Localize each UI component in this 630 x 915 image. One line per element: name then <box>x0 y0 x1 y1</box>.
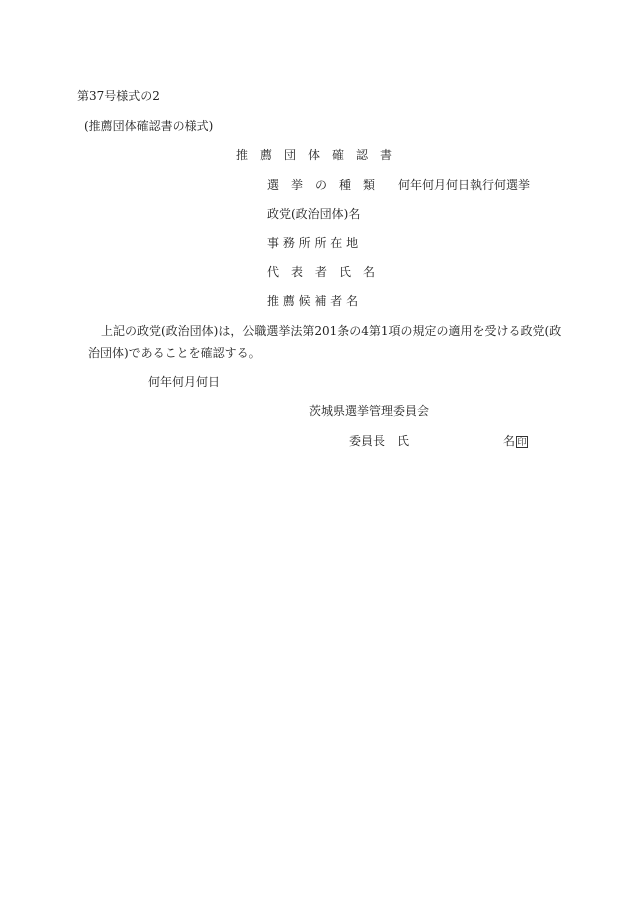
document-title: 推 薦 団 体 確 認 書 <box>236 148 393 162</box>
body-text-line-1: 上記の政党(政治団体)は，公職選挙法第201条の4第1項の規定の適用を受ける政党(政 <box>101 324 562 338</box>
issue-date: 何年何月何日 <box>148 375 221 389</box>
election-type-value: 何年何月何日執行何選挙 <box>398 178 531 192</box>
office-address-label: 事 務 所 所 在 地 <box>267 236 359 250</box>
form-number: 第37号様式の2 <box>77 89 160 103</box>
name-label: 名 <box>503 434 516 448</box>
election-type-label: 選 挙 の 種 類 <box>267 178 376 192</box>
signature-name-field <box>503 433 528 449</box>
party-name-label: 政党(政治団体)名 <box>267 207 361 221</box>
seal-box: 印 <box>517 437 527 448</box>
candidate-label: 推 薦 候 補 者 名 <box>267 294 359 308</box>
committee-name: 茨城県選挙管理委員会 <box>309 404 430 418</box>
body-text-line-2: 治団体)であることを確認する。 <box>88 346 261 360</box>
representative-label: 代 表 者 氏 名 <box>267 265 376 279</box>
chair-label: 委員長 氏 <box>349 434 410 448</box>
form-subtitle: (推薦団体確認書の様式) <box>84 119 214 133</box>
